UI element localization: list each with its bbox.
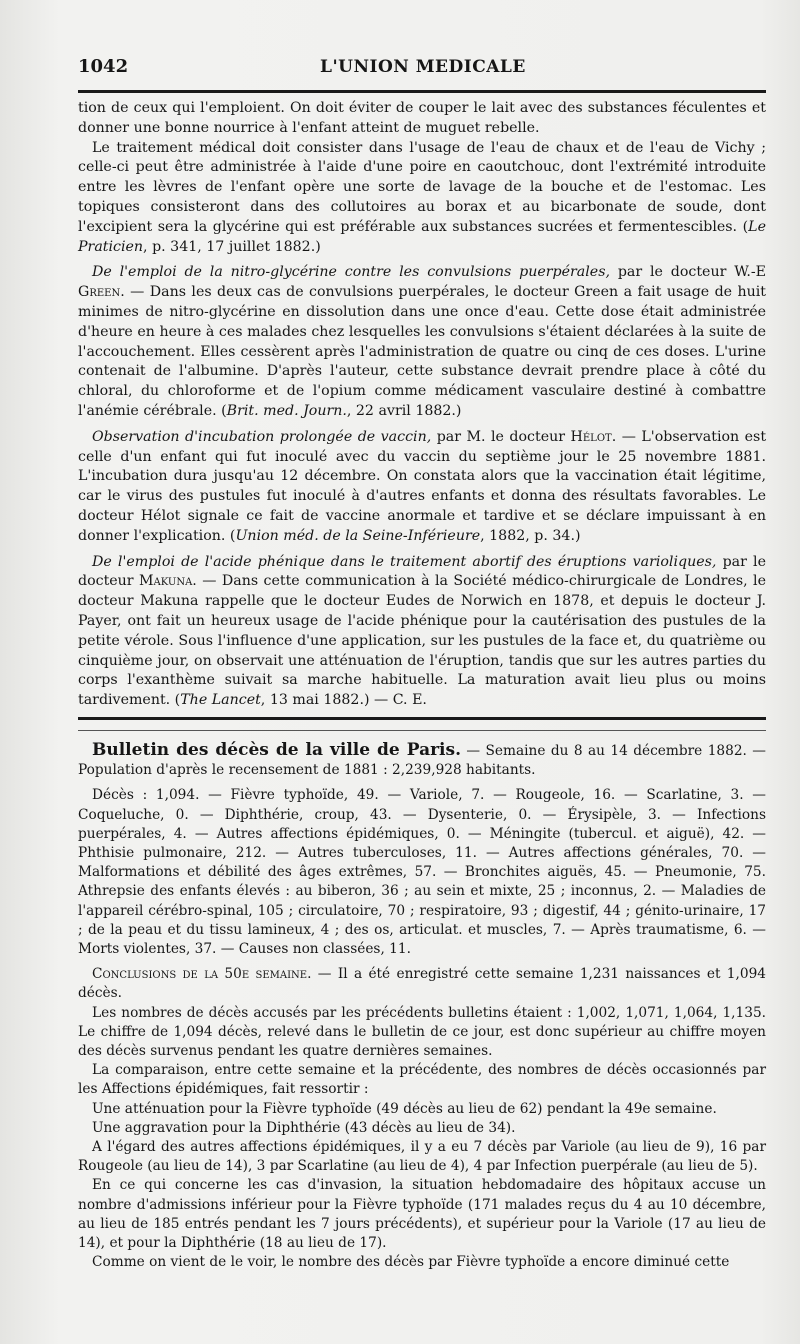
other-epidemics-paragraph: A l'égard des autres affections épidémiques, il y a eu 7 décès par Variole (au lieu de 9), 16 par Rougeole (au lieu de 14), 3 par Scarlatine (au lieu de 4), 4 par Infection puerpérale (au lieu de 5). — [78, 1138, 766, 1175]
citation-title: The Lancet — [180, 692, 261, 709]
article-text: — L'observation est celle d'un enfant qui fut inoculé avec du vaccin du septième jour le 25 novembre 1881. L'incubation dura jusqu'au 12 décembre. On constata alors que la vaccination était légitime, car le virus des pustules fut inoculé à d'autres enfants et donna des résultats favorables. Le docteur Hélot signale ce fait de vaccine anormale et tardive et se déclare impuissant à en donner l'explication. — [78, 428, 767, 544]
citation-open: ( — [225, 527, 236, 544]
article-author: Hélot. — [565, 428, 617, 445]
phenic-acid-article — [78, 553, 766, 711]
header-rule — [78, 90, 766, 93]
citation-title: Union méd. de la Seine-Inférieure — [235, 527, 481, 544]
article-author: Makuna. — [133, 573, 197, 590]
conclusions-text: — Il a été enregistré cette semaine 1,231 naissances et 1,094 décès. — [78, 966, 766, 1002]
bulletin-deaths: Décès : 1,094. — Fièvre typhoïde, 49. — Variole, 7. — Rougeole, 16. — Scarlatine, 3. — Coqueluche, 0. — Diphthérie, croup, 43. — Dysenterie, 0. — Érysipèle, 3. — Infections puerpérales, 4. — Autres affections épidémiques, 0. — Méningite (tubercul. et aiguë), 42. — Phthisie pulmonaire, 212. — Autres tuberculoses, 11. — Autres affections générales, 70. — Malformations et débilité des âges extrêmes, 57. — Bronchites aiguës, 45. — Pneumonie, 75. Athrepsie des enfants élevés : au biberon, 36 ; au sein et mixte, 25 ; inconnus, 2. — Maladies de l'appareil cérébro-spinal, 105 ; circulatoire, 70 ; respiratoire, 93 ; digestif, 44 ; génito-urinaire, 17 ; de la peau et du tissu lamineux, 4 ; des os, articulat. et muscles, 7. — Après traumatisme, 6. — Morts violentes, 37. — Causes non classées, 11. — [78, 787, 766, 957]
section-rule — [78, 717, 766, 720]
article-text: — Dans cette communication à la Société médico-chirurgicale de Londres, le docteur Makuna rappelle que le docteur Eudes de Norwich en 1878, et depuis le docteur J. Payer, ont fait un heureux usage de l'acide phénique pour la cautérisation des pustules de la petite vérole. Sous l'influence d'une application, sur les pustules de la face et, du quatrième ou cinquième jour, on observait une atténuation de l'éruption, tandis que sur les autres parties du corps l'exanthème suivait sa marche habituelle. La maturation avait lieu plus ou moins tardivement. — [78, 573, 766, 709]
article-text: — Dans les deux cas de convulsions puerpérales, le docteur Green a fait usage de huit minimes de nitro-glycérine en dissolution dans une once d'eau. Cette dose était administrée d'heure en heure à ces malades chez lesquelles les convulsions s'étaient déclarées à la suite de l'accouchement. Elles cessèrent après l'administration de quatre ou cinq de ces doses. L'urine contenait de l'albumine. D'après l'auteur, cette substance devrait prendre place à côté du chloral, du chloroforme et de l'opium comme médicament vasculaire destiné à combattre l'anémie cérébrale. — [78, 284, 766, 419]
running-head: L'UNION MEDICALE — [320, 57, 526, 77]
citation-open: ( — [170, 692, 181, 709]
comparison-paragraph: La comparaison, entre cette semaine et la précédente, des nombres de décès occasionnés par les Affections épidémiques, fait ressortir : — [78, 1062, 766, 1098]
citation-open: ( — [742, 218, 749, 235]
citation-open: ( — [216, 402, 227, 419]
section-rule-thin — [78, 730, 766, 731]
citation-title: Le Praticien — [78, 218, 766, 255]
article-title: De l'emploi de la nitro-glycérine contre les convulsions puerpérales, — [92, 264, 610, 281]
article-byline: par M. le docteur — [431, 428, 566, 445]
citation-rest: , p. 341, 17 juillet 1882.) — [143, 238, 321, 255]
invasion-paragraph: En ce qui concerne les cas d'invasion, la situation hebdomadaire des hôpitaux accuse un nombre d'admissions inférieur pour la Fièvre typhoïde (171 malades reçus du 4 au 10 décembre, au lieu de 185 entrés pendant les 7 jours précédents), et supérieur pour la Variole (17 au lieu de 14), et pour la Diphthérie (18 au lieu de 17). — [78, 1177, 766, 1251]
aggravation-line: Une aggravation pour la Diphthérie (43 décès au lieu de 34). — [92, 1119, 516, 1136]
previous-bulletins-paragraph: Les nombres de décès accusés par les précédents bulletins étaient : 1,002, 1,071, 1,064, 1,135. Le chiffre de 1,094 décès, relevé dans le bulletin de ce jour, est donc supérieur au chiffre moyen des décès survenus pendant les quatre dernières semaines. — [78, 1004, 766, 1059]
article-author: Green. — [78, 284, 125, 301]
bulletin-section — [78, 741, 766, 1272]
citation-rest: , 1882, p. 34.) — [480, 527, 581, 544]
muguet-continuation: tion de ceux qui l'emploient. On doit éviter de couper le lait avec des substances féculentes et donner une bonne nourrice à l'enfant atteint de muguet rebelle. — [78, 100, 766, 136]
article-byline: par le docteur W.-E — [609, 264, 766, 281]
bulletin-heading — [78, 741, 766, 780]
article-byline: par le docteur — [78, 553, 766, 590]
muguet-treatment-text: Le traitement médical doit consister dans l'usage de l'eau de chaux et de l'eau de Vichy ; celle-ci peut être administrée à l'aide d'une poire en caoutchouc, dont l'extrémité introduite entre les lèvres de l'enfant opère une sorte de lavage de la bouche et de l'estomac. Les topiques consisteront dans des collutoires au borax et au bicarbonate de soude, dont l'excipient sera la glycérine qui est préférable aux substances sucrées et fermentescibles. — [78, 139, 766, 235]
closing-line: Comme on vient de le voir, le nombre des décès par Fièvre typhoïde a encore diminué cette — [92, 1254, 730, 1271]
page-header — [78, 56, 766, 86]
conclusions-paragraph — [78, 965, 766, 1003]
attenuation-line: Une atténuation pour la Fièvre typhoïde (49 décès au lieu de 62) pendant la 49e semaine. — [92, 1100, 717, 1117]
article-title: Observation d'incubation prolongée de vaccin, — [92, 428, 432, 445]
vaccine-incubation-article — [78, 428, 766, 547]
citation-title: Brit. med. Journ. — [226, 402, 347, 419]
conclusions-heading: Conclusions de la 50e semaine. — [92, 966, 312, 983]
bulletin-intro: — Semaine du 8 au 14 décembre 1882. — Population d'après le recensement de 1881 : 2,239,928 habitants. — [78, 742, 766, 779]
nitroglycerine-article — [78, 263, 766, 421]
citation-rest: , 22 avril 1882.) — [346, 402, 462, 419]
bulletin-title: Bulletin des décès de la ville de Paris. — [92, 739, 461, 760]
article-title: De l'emploi de l'acide phénique dans le traitement abortif des éruptions varioliques, — [92, 553, 717, 570]
article-body — [78, 99, 766, 711]
page-number: 1042 — [78, 56, 129, 77]
citation-rest: , 13 mai 1882.) — C. E. — [260, 692, 427, 709]
muguet-treatment-paragraph — [78, 139, 766, 258]
